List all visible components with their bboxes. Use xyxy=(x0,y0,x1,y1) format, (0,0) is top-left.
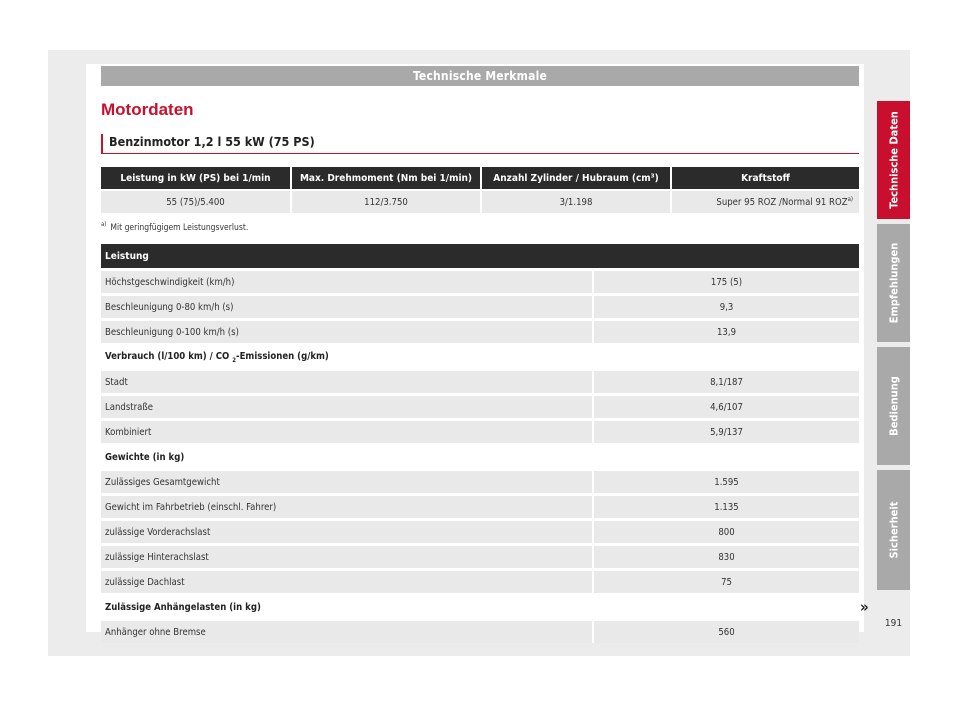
row-value: 830 xyxy=(593,545,859,570)
row-value: 175 (5) xyxy=(593,270,859,295)
table-row xyxy=(101,270,859,295)
row-label: Landstraße xyxy=(101,395,593,420)
tab-empfehlungen[interactable] xyxy=(877,224,910,342)
engine-header-power: Leistung in kW (PS) bei 1/min xyxy=(101,167,291,190)
engine-cell-torque: 112/3.750 xyxy=(291,190,481,213)
row-label: Anhänger ohne Bremse xyxy=(101,620,593,644)
accent-bar xyxy=(101,134,103,153)
row-label: zulässige Dachlast xyxy=(101,570,593,595)
row-label: Stadt xyxy=(101,370,593,395)
footnote-mark: a) xyxy=(101,221,107,228)
performance-table xyxy=(101,244,859,643)
row-value: 1.135 xyxy=(593,495,859,520)
engine-header-torque: Max. Drehmoment (Nm bei 1/min) xyxy=(291,167,481,190)
row-label: Gewicht im Fahrbetrieb (einschl. Fahrer) xyxy=(101,495,593,520)
footnote xyxy=(101,221,248,233)
engine-cell-power: 55 (75)/5.400 xyxy=(101,190,291,213)
tab-label: Bedienung xyxy=(887,376,900,436)
table-row xyxy=(101,295,859,320)
table-row xyxy=(101,370,859,395)
tab-label: Sicherheit xyxy=(887,501,900,559)
consumption-heading-sub: 2 xyxy=(232,356,237,364)
row-label: Beschleunigung 0-80 km/h (s) xyxy=(101,295,593,320)
table-row xyxy=(101,395,859,420)
row-value: 5,9/137 xyxy=(593,420,859,445)
row-label: Höchstgeschwindigkeit (km/h) xyxy=(101,270,593,295)
table-row xyxy=(101,620,859,644)
section-header: Technische Merkmale xyxy=(101,66,859,86)
consumption-heading-post: -Emissionen (g/km) xyxy=(236,350,329,362)
table-row xyxy=(101,520,859,545)
row-label: Beschleunigung 0-100 km/h (s) xyxy=(101,320,593,345)
row-value: 75 xyxy=(593,570,859,595)
consumption-heading-pre: Verbrauch (l/100 km) / CO xyxy=(105,350,233,362)
row-value: 4,6/107 xyxy=(593,395,859,420)
table-row xyxy=(101,570,859,595)
row-value: 560 xyxy=(593,620,859,644)
continue-arrow-icon: » xyxy=(860,598,869,616)
section-row-weights xyxy=(101,445,859,470)
engine-subtitle: Benzinmotor 1,2 l 55 kW (75 PS) xyxy=(109,134,315,149)
trailer-heading: Zulässige Anhängelasten (in kg) xyxy=(101,595,859,620)
weights-heading: Gewichte (in kg) xyxy=(101,445,859,470)
row-label: zulässige Vorderachslast xyxy=(101,520,593,545)
engine-header-cylinders: Anzahl Zylinder / Hubraum (cm³) xyxy=(481,167,671,190)
fuel-value: Super 95 ROZ /Normal 91 ROZ xyxy=(716,197,848,209)
row-value: 9,3 xyxy=(593,295,859,320)
fuel-footnote-mark: a) xyxy=(847,195,853,203)
engine-cell-fuel xyxy=(671,190,859,213)
engine-header-fuel: Kraftstoff xyxy=(671,167,859,190)
tab-technische-daten[interactable] xyxy=(877,101,910,219)
row-label: zulässige Hinterachslast xyxy=(101,545,593,570)
section-row-trailer xyxy=(101,595,859,620)
footnote-text: Mit geringfügigem Leistungsverlust. xyxy=(110,222,249,233)
page-number: 191 xyxy=(884,618,903,629)
page-title: Motordaten xyxy=(101,100,194,119)
row-label: Zulässiges Gesamtgewicht xyxy=(101,470,593,495)
subtitle-block xyxy=(101,131,859,154)
tab-bedienung[interactable] xyxy=(877,347,910,465)
tab-sicherheit[interactable] xyxy=(877,470,910,590)
engine-cell-cylinders: 3/1.198 xyxy=(481,190,671,213)
table-row xyxy=(101,545,859,570)
table-row xyxy=(101,470,859,495)
tab-label: Technische Daten xyxy=(887,111,900,209)
table-row xyxy=(101,420,859,445)
row-value: 13,9 xyxy=(593,320,859,345)
row-value: 1.595 xyxy=(593,470,859,495)
engine-table xyxy=(101,167,859,213)
row-label: Kombiniert xyxy=(101,420,593,445)
table-row xyxy=(101,495,859,520)
tab-label: Empfehlungen xyxy=(887,242,900,324)
section-row-consumption xyxy=(101,345,859,370)
row-value: 8,1/187 xyxy=(593,370,859,395)
performance-heading: Leistung xyxy=(101,244,859,270)
table-row xyxy=(101,320,859,345)
row-value: 800 xyxy=(593,520,859,545)
